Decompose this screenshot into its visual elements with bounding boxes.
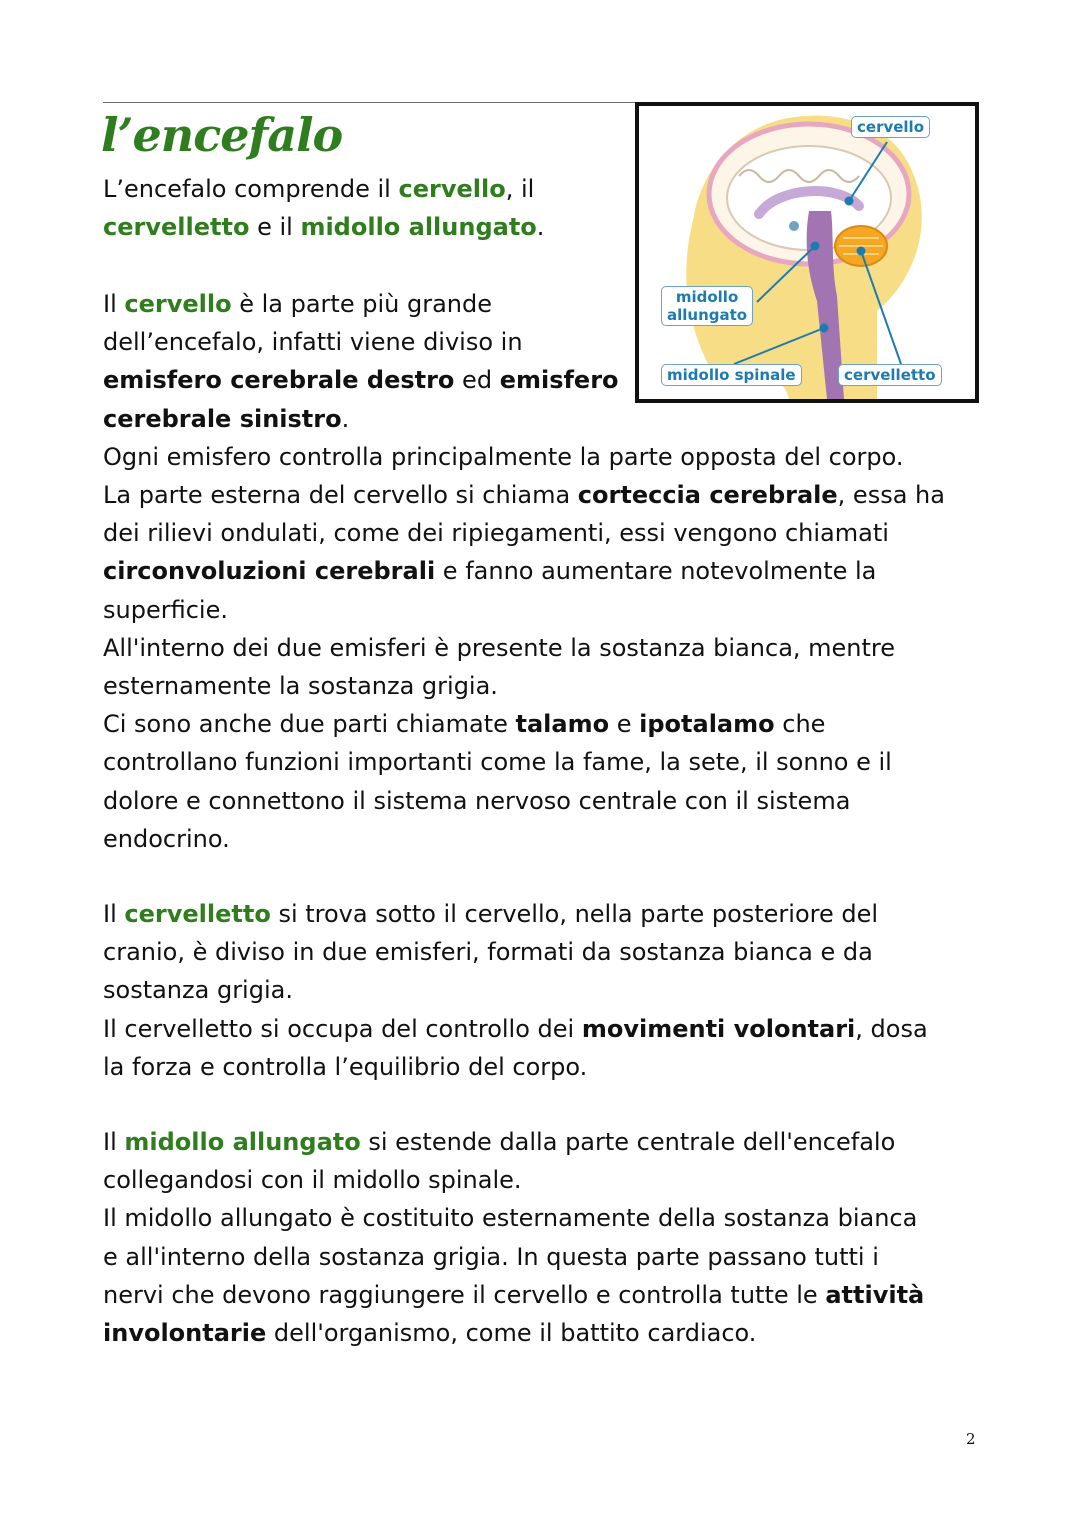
text: La parte esterna del cervello si chiama [103,481,578,510]
keyword: cervello [124,290,232,318]
text: cranio, è diviso in due emisferi, formati da sostanza bianca e da [103,938,873,967]
text: , il [505,175,535,203]
bold-term: cerebrale sinistro [103,404,342,433]
text: . [341,404,350,433]
text: superficie. [103,595,228,624]
bold-term: corteccia cerebrale [577,481,838,510]
text: endocrino. [103,824,230,853]
text: e all'interno della sostanza grigia. In questa parte passano tutti i [103,1242,879,1271]
text: Il cervelletto si occupa del controllo dei [103,1014,582,1043]
pituitary [789,221,799,231]
bold-term: attività [825,1280,925,1309]
text: controllano funzioni importanti come la fame, la sete, il sonno e il [103,748,892,777]
text: , dosa [855,1014,928,1043]
header-rule [103,102,636,103]
paragraph-cervelletto [103,895,928,1086]
text: dell'organismo, come il battito cardiaco. [266,1319,757,1348]
keyword: cervello [398,175,506,203]
text: Il [103,290,125,318]
bold-term: emisfero [499,366,619,395]
text: che [774,710,826,739]
page-number: 2 [966,1430,976,1448]
bold-term: movimenti volontari [581,1014,856,1043]
bold-term: circonvoluzioni cerebrali [103,557,436,586]
keyword: cervelletto [103,213,250,242]
paragraph-intro [103,170,544,246]
text: L’encefalo comprende il [103,175,399,203]
text: nervi che devono raggiungere il cervello e controlla tutte le [103,1280,826,1309]
text: Il [103,1128,125,1156]
bold-term: involontarie [103,1319,267,1348]
text: Il midollo allungato è costituito esternamente della sostanza bianca [103,1204,918,1233]
label-cervello: cervello [851,116,930,138]
label-midollo-spinale: midollo spinale [661,364,802,386]
text: Ci sono anche due parti chiamate [103,710,516,739]
text: ed [454,366,500,395]
text: Ogni emisfero controlla principalmente la parte opposta del corpo. [103,442,904,471]
bold-term: ipotalamo [639,710,775,739]
text: la forza e controlla l’equilibrio del corpo. [103,1052,588,1081]
paragraph-midollo [103,1123,924,1352]
label-midollo-line2: allungato [667,306,748,324]
keyword: cervelletto [124,900,271,928]
label-midollo-line1: midollo [675,288,739,306]
keyword: midollo allungato [300,213,537,242]
keyword: midollo allungato [124,1128,361,1156]
text: dei rilievi ondulati, come dei ripiegamenti, essi vengono chiamati [103,519,889,548]
text: Il [103,900,125,928]
text: è la parte più grande [231,290,492,318]
text: esternamente la sostanza grigia. [103,672,498,701]
text: e fanno aumentare notevolmente la [435,557,877,586]
page-title: l’encefalo [101,108,343,162]
bold-term: emisfero cerebrale destro [103,366,455,395]
paragraph-cervello [103,285,945,858]
text: . [536,213,545,242]
label-cervelletto: cervelletto [838,364,942,386]
text: sostanza grigia. [103,976,293,1005]
text: e il [249,213,301,242]
text: collegandosi con il midollo spinale. [103,1166,522,1195]
text: si estende dalla parte centrale dell'encefalo [360,1128,896,1156]
text: dell’encefalo, infatti viene diviso in [103,328,523,357]
text: e [609,710,640,739]
text: dolore e connettono il sistema nervoso centrale con il sistema [103,786,851,815]
bold-term: talamo [515,710,610,739]
text: , essa ha [837,481,945,510]
text: All'interno dei due emisferi è presente la sostanza bianca, mentre [103,633,896,662]
text: si trova sotto il cervello, nella parte posteriore del [270,900,879,928]
